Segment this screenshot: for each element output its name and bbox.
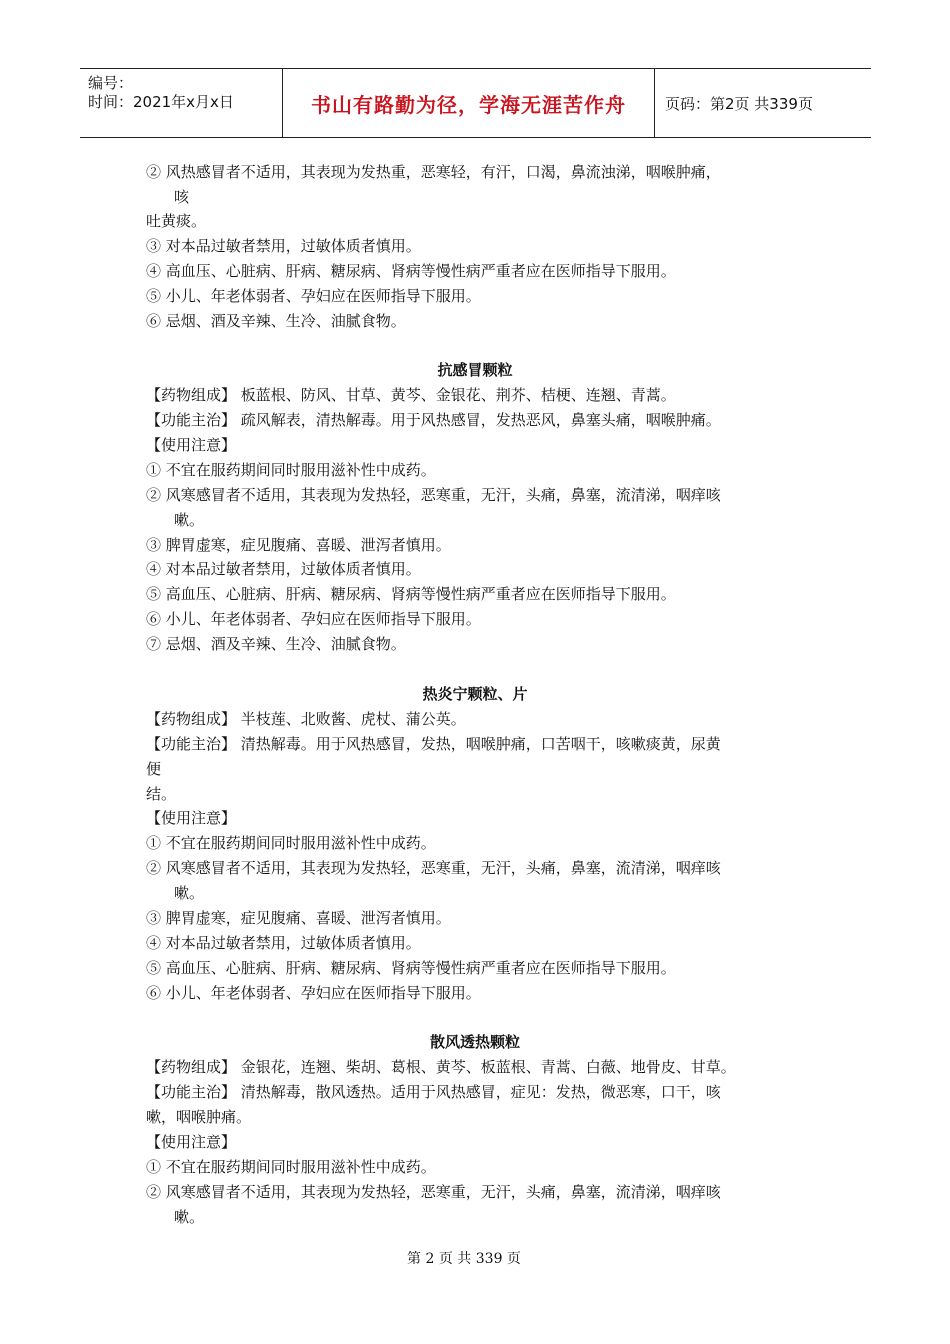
text-line: 【功能主治】 清热解毒。用于风热感冒，发热，咽喉肿痛，口苦咽干，咳嗽痰黄，尿黄 [146,735,721,753]
text-line: 咳 [174,188,190,206]
text-line: 【药物组成】 板蓝根、防风、甘草、黄芩、金银花、荆芥、桔梗、连翘、青蒿。 [146,386,676,404]
text-line: 【功能主治】 疏风解表，清热解毒。用于风热感冒，发热恶风，鼻塞头痛，咽喉肿痛。 [146,411,721,429]
footer-page-number: 第 2 页 共 339 页 [407,1251,521,1267]
text-line: ④ 对本品过敏者禁用，过敏体质者慎用。 [146,560,421,578]
text-line: ① 不宜在服药期间同时服用滋补性中成药。 [146,834,436,852]
page-footer [0,1248,950,1268]
text-line: 【功能主治】 清热解毒，散风透热。适用于风热感冒，症见：发热，微恶寒，口干，咳 [146,1083,721,1101]
text-line: ⑥ 忌烟、酒及辛辣、生冷、油腻食物。 [146,312,406,330]
header-meta-cell [80,69,283,137]
text-line: ③ 对本品过敏者禁用，过敏体质者慎用。 [146,237,421,255]
text-line: ③ 脾胃虚寒，症见腹痛、喜暖、泄泻者慎用。 [146,909,451,927]
text-line: 【使用注意】 [146,809,237,827]
text-line: ② 风寒感冒者不适用，其表现为发热轻，恶寒重，无汗，头痛，鼻塞，流清涕，咽痒咳 [146,1183,721,1201]
text-line: ⑤ 小儿、年老体弱者、孕妇应在医师指导下服用。 [146,287,481,305]
text-line: ② 风寒感冒者不适用，其表现为发热轻，恶寒重，无汗，头痛，鼻塞，流清涕，咽痒咳 [146,859,721,877]
text-line: ③ 脾胃虚寒，症见腹痛、喜暖、泄泻者慎用。 [146,536,451,554]
text-line: 【药物组成】 金银花，连翘、柴胡、葛根、黄芩、板蓝根、青蒿、白薇、地骨皮、甘草。 [146,1058,736,1076]
text-line: ⑥ 小儿、年老体弱者、孕妇应在医师指导下服用。 [146,984,481,1002]
text-line: 嗽，咽喉肿痛。 [146,1108,252,1126]
text-line: 嗽。 [174,511,205,529]
text-line: ⑥ 小儿、年老体弱者、孕妇应在医师指导下服用。 [146,610,481,628]
document-date: 时间：2021年x月x日 [88,93,234,111]
document-number-label: 编号： [88,74,134,92]
section-title: 散风透热颗粒 [429,1033,520,1051]
text-line: 结。 [146,785,177,803]
text-line: ⑦ 忌烟、酒及辛辣、生冷、油腻食物。 [146,635,406,653]
text-line: ⑤ 高血压、心脏病、肝病、糖尿病、肾病等慢性病严重者应在医师指导下服用。 [146,585,676,603]
text-line: ② 风寒感冒者不适用，其表现为发热轻，恶寒重，无汗，头痛，鼻塞，流清涕，咽痒咳 [146,486,721,504]
header-motto: 书山有路勤为径，学海无涯苦作舟 [311,92,626,117]
page-header [80,68,871,138]
text-line: 嗽。 [174,1208,205,1226]
text-line: 【药物组成】 半枝莲、北败酱、虎杖、蒲公英。 [146,710,466,728]
text-line: ① 不宜在服药期间同时服用滋补性中成药。 [146,1158,436,1176]
text-line: ④ 对本品过敏者禁用，过敏体质者慎用。 [146,934,421,952]
text-line: 吐黄痰。 [146,212,207,230]
text-line: ② 风热感冒者不适用，其表现为发热重，恶寒轻，有汗，口渴，鼻流浊涕，咽喉肿痛， [146,163,721,181]
section-title: 热炎宁颗粒、片 [422,685,528,703]
text-line: ④ 高血压、心脏病、肝病、糖尿病、肾病等慢性病严重者应在医师指导下服用。 [146,262,676,280]
header-page-info: 页码：第2页 共339页 [665,94,813,113]
text-line: 【使用注意】 [146,436,237,454]
text-line: 【使用注意】 [146,1133,237,1151]
text-line: ① 不宜在服药期间同时服用滋补性中成药。 [146,461,436,479]
header-motto-cell [283,69,655,137]
text-line: ⑤ 高血压、心脏病、肝病、糖尿病、肾病等慢性病严重者应在医师指导下服用。 [146,959,676,977]
section-title: 抗感冒颗粒 [437,361,513,379]
text-line: 嗽。 [174,884,205,902]
header-page-cell [655,69,871,137]
text-line: 便 [146,760,162,778]
